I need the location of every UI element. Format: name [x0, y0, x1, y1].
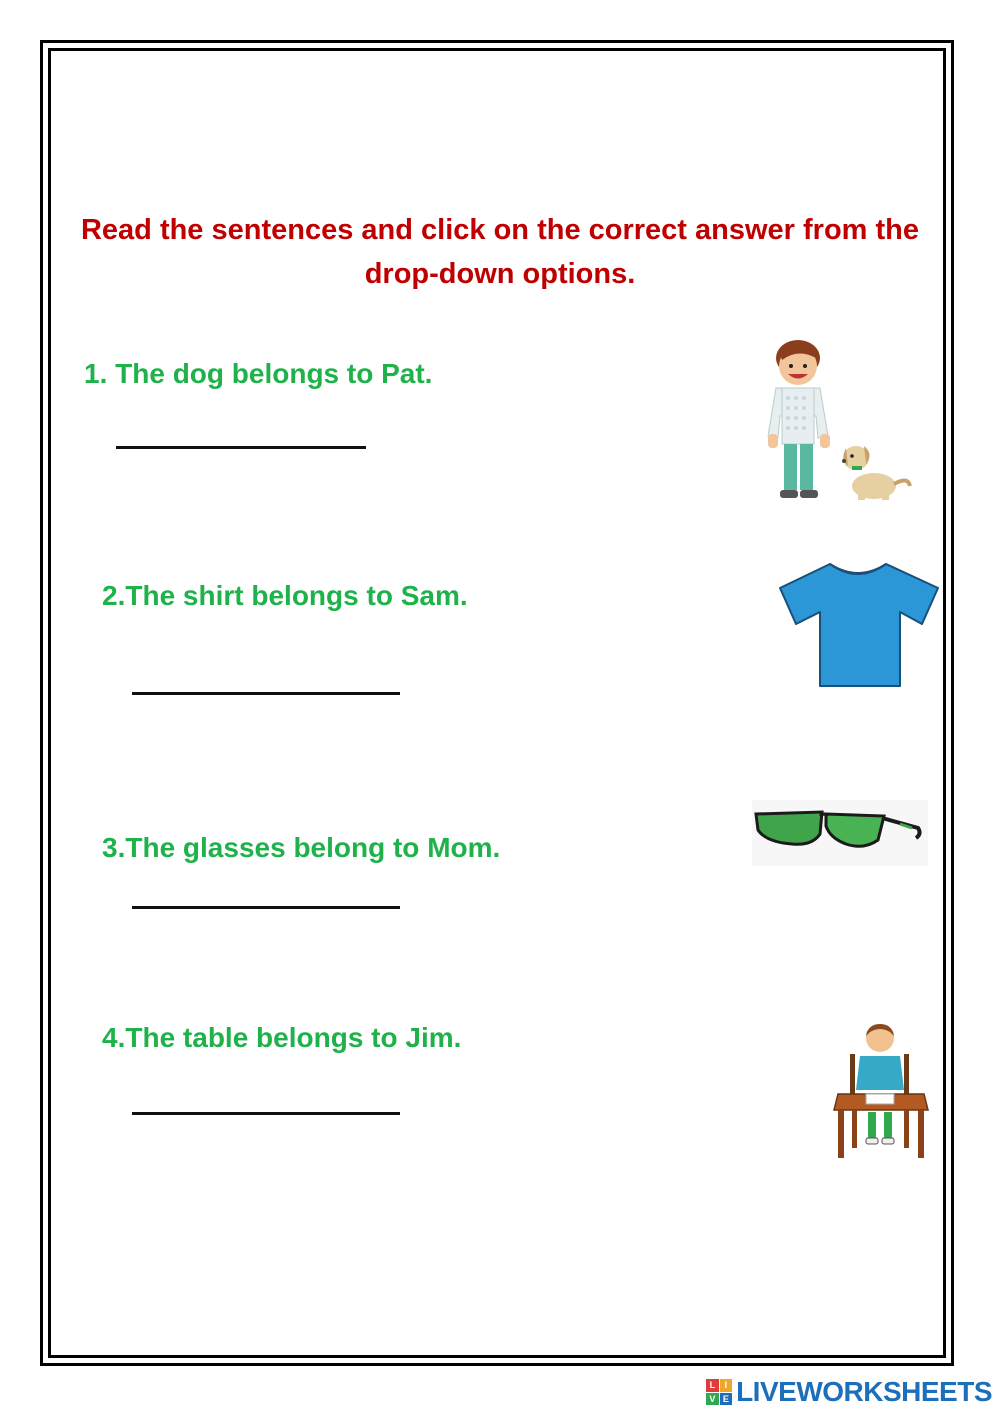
- question-2-text: The shirt belongs to Sam.: [125, 580, 468, 611]
- instructions-text: Read the sentences and click on the correct answer from the drop-down options.: [80, 214, 920, 290]
- sunglasses-icon: [752, 800, 928, 866]
- question-3: [102, 832, 500, 864]
- question-4-text: The table belongs to Jim.: [125, 1022, 462, 1053]
- answer-blank-4[interactable]: [132, 1112, 400, 1115]
- answer-blank-1[interactable]: [116, 446, 366, 449]
- blue-shirt-icon: [778, 560, 940, 690]
- question-1: [84, 358, 432, 390]
- boy-with-dog-icon: [766, 336, 916, 506]
- question-2-number: 2.: [102, 580, 126, 611]
- question-1-text: The dog belongs to Pat.: [115, 358, 433, 389]
- question-3-text: The glasses belong to Mom.: [125, 832, 501, 863]
- question-2: [102, 580, 468, 612]
- answer-blank-2[interactable]: [132, 692, 400, 695]
- boy-at-table-icon: [832, 1020, 930, 1162]
- question-3-number: 3.: [102, 832, 126, 863]
- liveworksheets-brand: LIVEWORKSHEETS: [736, 1376, 992, 1407]
- liveworksheets-logo[interactable]: [706, 1377, 992, 1407]
- answer-blank-3[interactable]: [132, 906, 400, 909]
- question-4-number: 4.: [102, 1022, 126, 1053]
- liveworksheets-badge-icon: L I V E: [706, 1379, 732, 1405]
- question-4: [102, 1022, 461, 1054]
- question-1-number: 1.: [84, 358, 108, 389]
